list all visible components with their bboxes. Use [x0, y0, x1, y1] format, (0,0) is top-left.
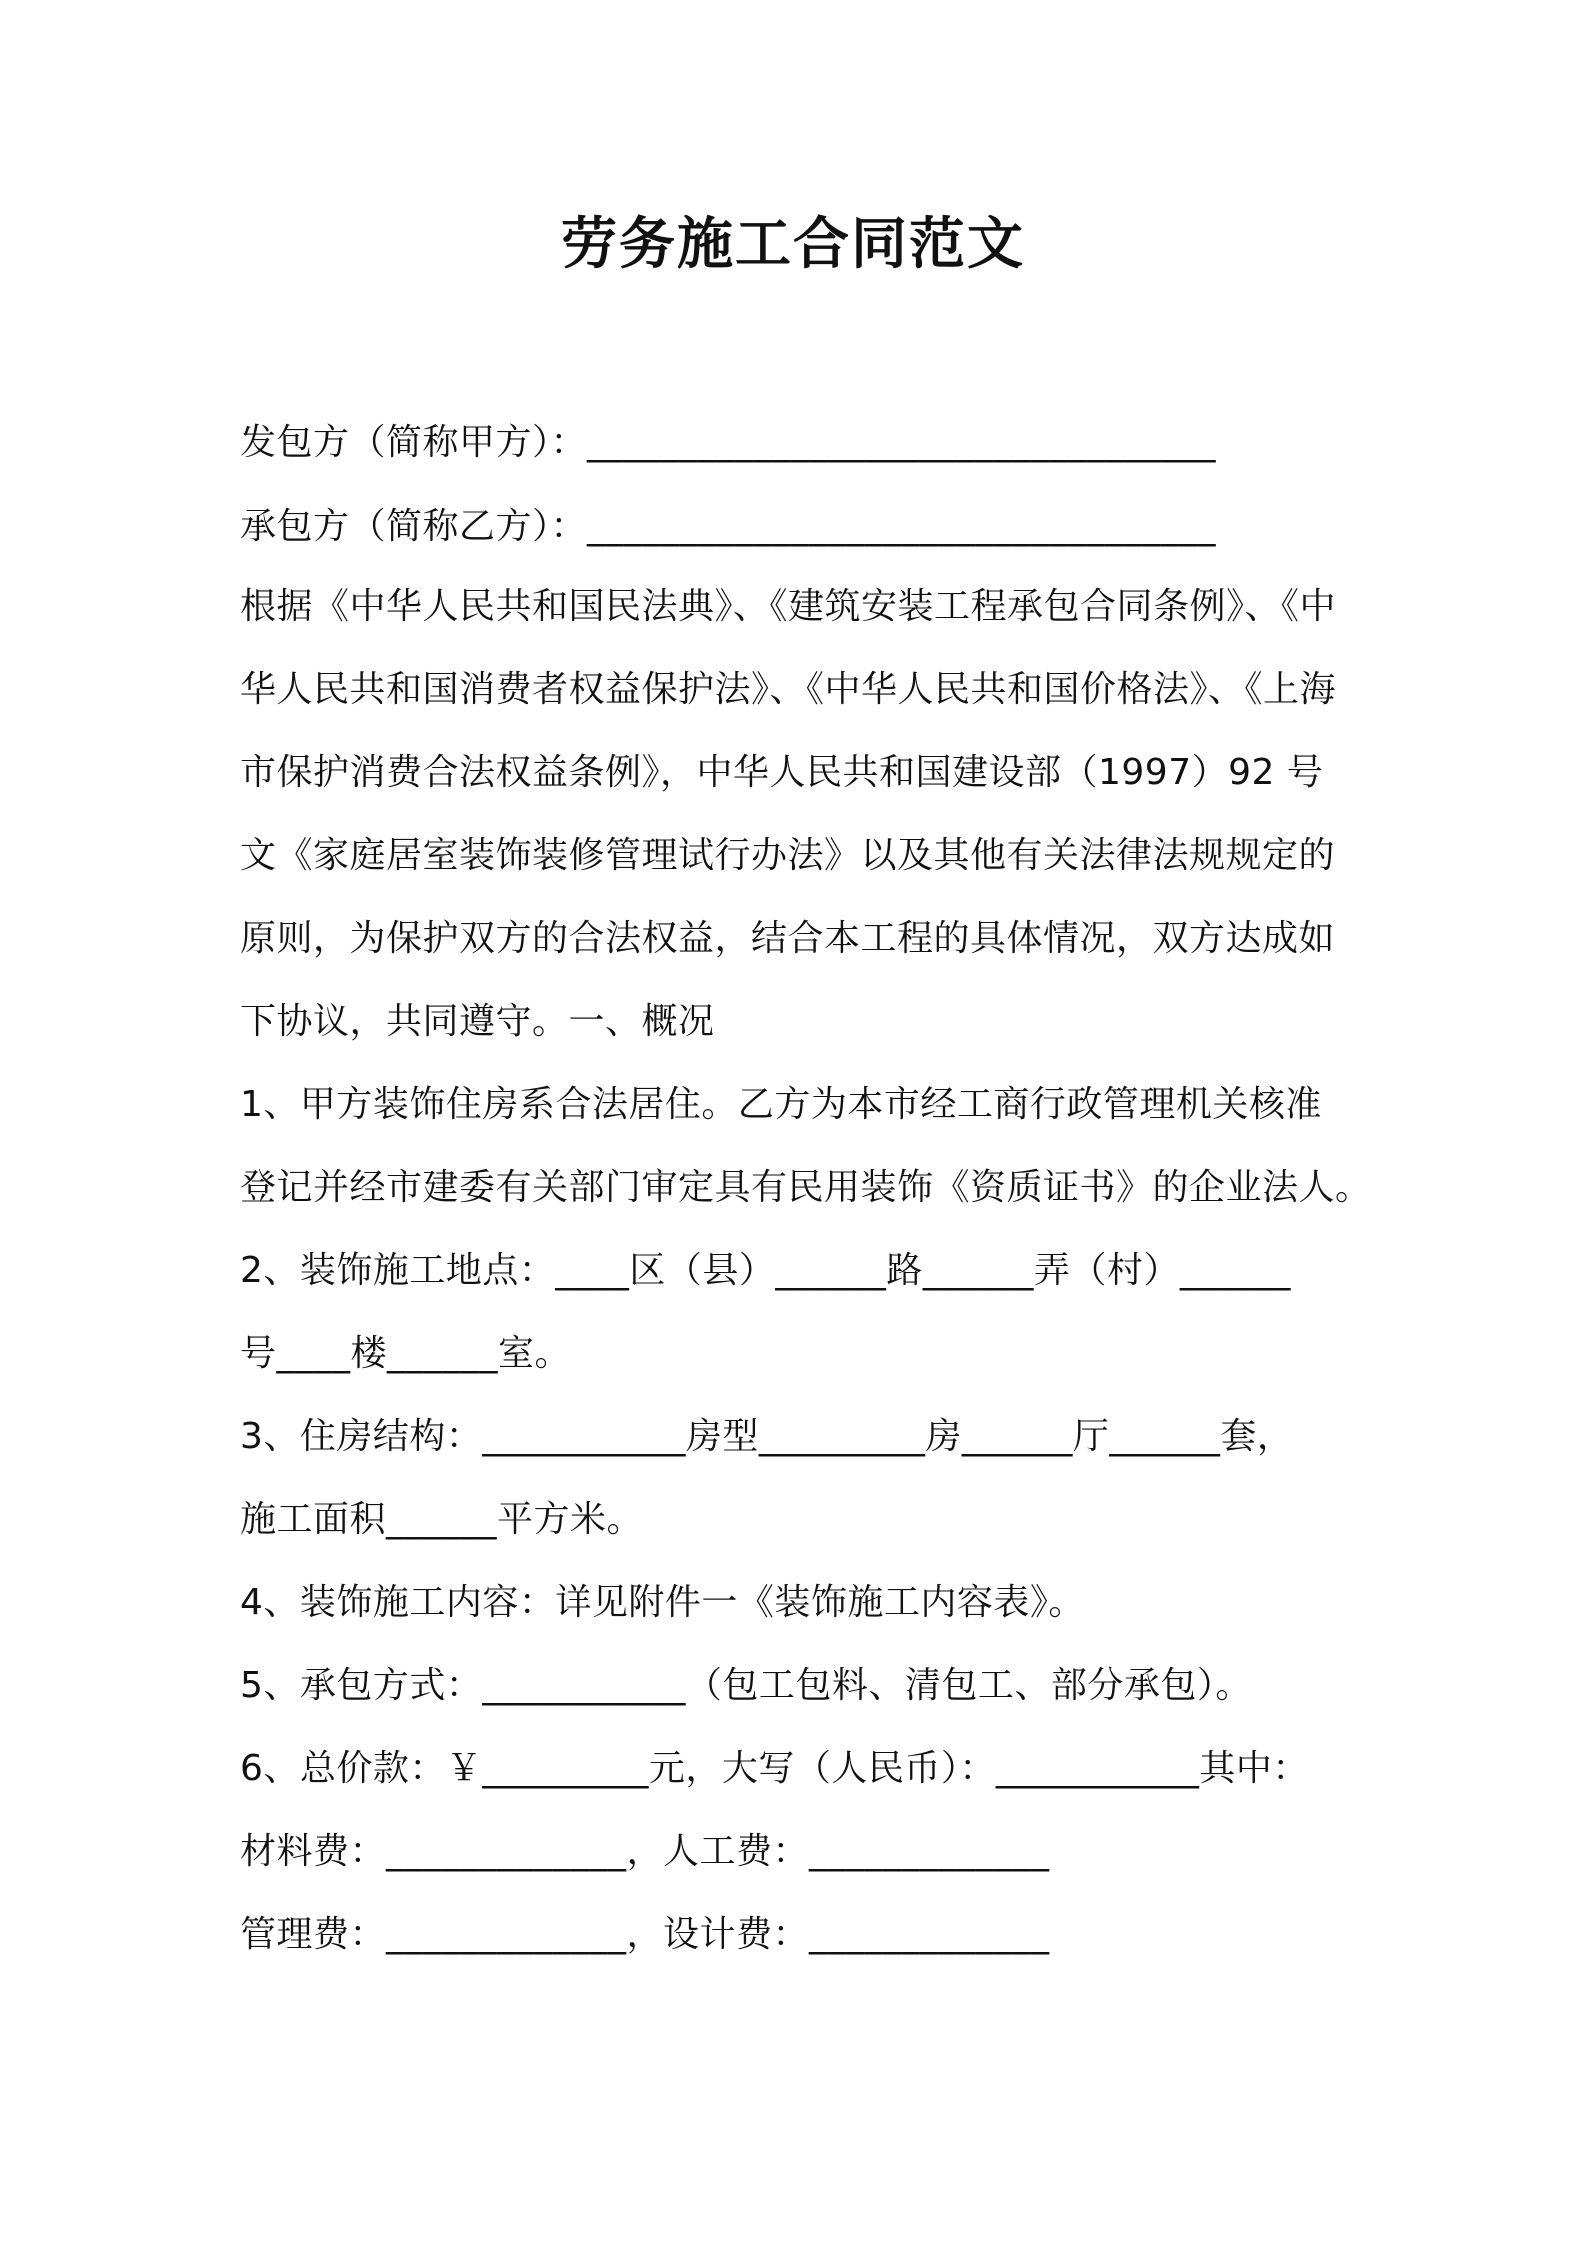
fee-line: 管理费：_____________，设计费：_____________ — [240, 1914, 1050, 1955]
clause-line: 4、装饰施工内容：详见附件一《装饰施工内容表》。 — [240, 1582, 1085, 1623]
paragraph-line: 市保护消费合法权益条例》，中华人民共和国建设部（1997）92 号 — [240, 752, 1324, 793]
clause-line: 6、总价款：￥_________元，大写（人民币）：___________其中： — [240, 1748, 1309, 1789]
fee-line: 材料费：_____________，人工费：_____________ — [240, 1831, 1050, 1872]
document-title: 劳务施工合同范文 — [561, 212, 1025, 277]
clause-line: 号____楼______室。 — [240, 1333, 572, 1374]
clause-line: 1、甲方装饰住房系合法居住。乙方为本市经工商行政管理机关核准 — [240, 1084, 1322, 1125]
clause-line: 登记并经市建委有关部门审定具有民用装饰《资质证书》的企业法人。 — [240, 1167, 1372, 1208]
paragraph-line: 下协议，共同遵守。一、概况 — [240, 1001, 715, 1042]
paragraph-line: 根据《中华人民共和国民法典》、《建筑安装工程承包合同条例》、《中 — [240, 586, 1337, 627]
paragraph-line: 原则，为保护双方的合法权益，结合本工程的具体情况，双方达成如 — [240, 918, 1336, 959]
paragraph-line: 文《家庭居室装饰装修管理试行办法》以及其他有关法律法规规定的 — [240, 835, 1336, 876]
clause-line: 施工面积______平方米。 — [240, 1499, 644, 1540]
clause-line: 5、承包方式：___________（包工包料、清包工、部分承包）。 — [240, 1665, 1252, 1706]
paragraph-line: 华人民共和国消费者权益保护法》、《中华人民共和国价格法》、《上海 — [240, 669, 1337, 710]
clause-line: 2、装饰施工地点：____区（县）______路______弄（村）______ — [240, 1250, 1291, 1291]
party-b-line: 承包方（简称乙方）：__________________________________ — [240, 506, 1217, 547]
clause-line: 3、住房结构：___________房型_________房______厅______套， — [240, 1416, 1294, 1457]
party-a-line: 发包方（简称甲方）：__________________________________ — [240, 422, 1217, 463]
